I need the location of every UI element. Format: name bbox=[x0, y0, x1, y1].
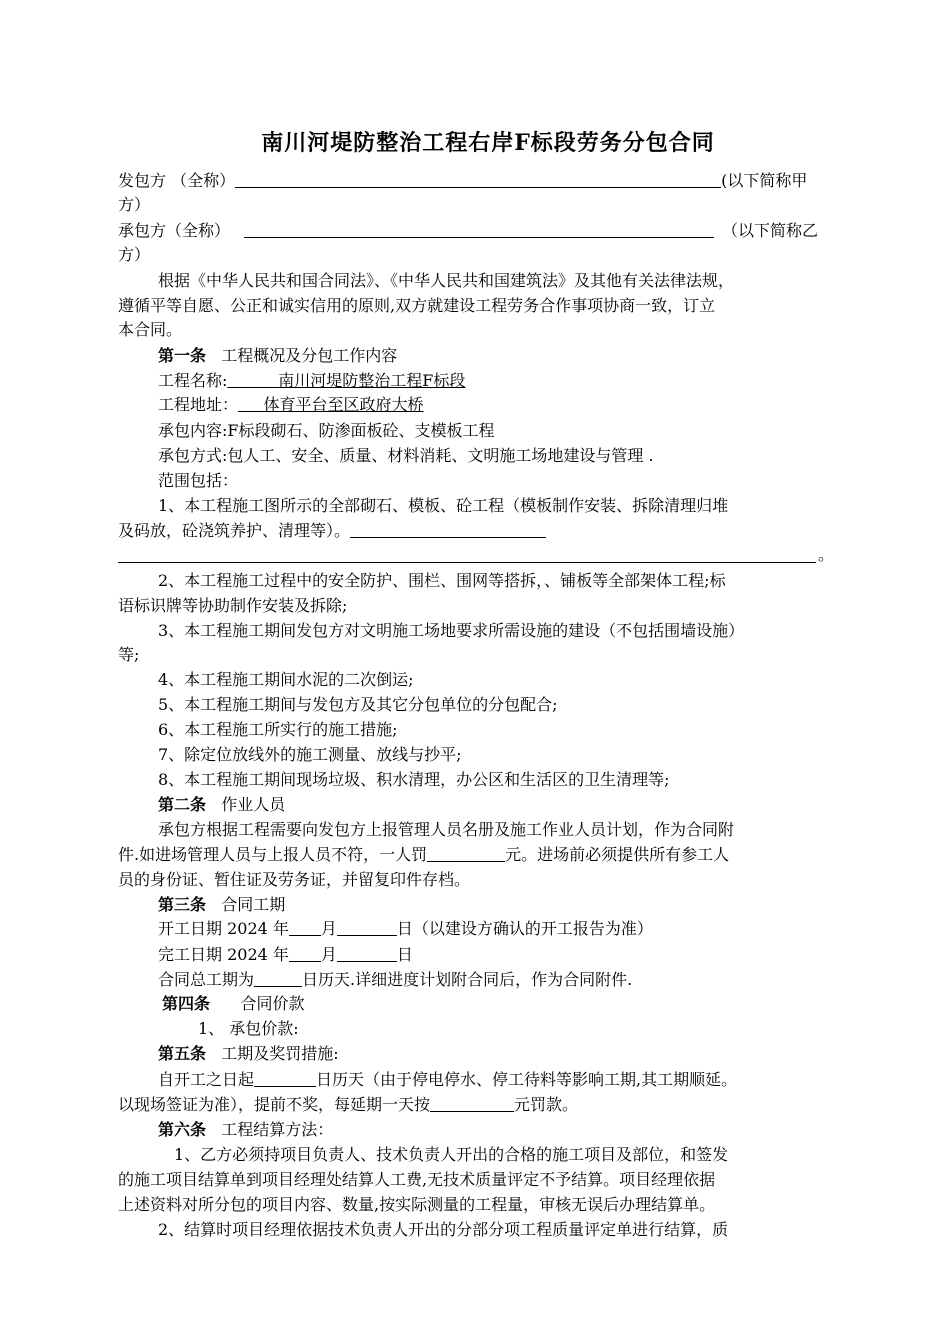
calendar-days-blank bbox=[254, 1068, 316, 1087]
scope-item-5: 5、本工程施工期间与发包方及其它分包单位的分包配合; bbox=[158, 695, 558, 714]
party-b-suffix: （以下简称乙 bbox=[722, 221, 819, 240]
party-a-suffix: (以下简称甲 bbox=[721, 171, 808, 190]
scope-item-1b-line bbox=[118, 519, 546, 543]
project-address-value bbox=[238, 395, 423, 414]
project-name-text: 南川河堤防整治工程F标段 bbox=[278, 371, 466, 390]
project-address-line bbox=[158, 393, 423, 417]
article-5-p1 bbox=[158, 1068, 737, 1092]
article-5-p2a: 以现场签证为准），提前不奖，每延期一天按 bbox=[118, 1095, 431, 1114]
article-1-title: 工程概况及分包工作内容 bbox=[221, 346, 398, 365]
start-month-blank bbox=[289, 917, 321, 936]
project-address-text: 体育平台至区政府大桥 bbox=[263, 395, 424, 414]
scope-item-1-end: 。 bbox=[818, 545, 835, 564]
start-date-line bbox=[158, 917, 653, 941]
article-2-heading bbox=[158, 793, 285, 817]
project-address-label: 工程地址： bbox=[158, 395, 239, 414]
start-day-label: 日（以建设方确认的开工报告为准） bbox=[396, 919, 653, 938]
total-duration-label: 合同总工期为 bbox=[158, 970, 255, 989]
end-month-blank bbox=[289, 943, 321, 962]
end-month-label: 月 bbox=[320, 945, 337, 964]
intro-line-3: 本合同。 bbox=[118, 320, 183, 339]
penalty-amount-blank bbox=[427, 843, 505, 862]
start-month-label: 月 bbox=[320, 919, 337, 938]
article-5-p2 bbox=[118, 1093, 578, 1117]
total-duration-line bbox=[158, 968, 632, 992]
article-2-title: 作业人员 bbox=[221, 795, 286, 814]
end-date-year: 完工日期 2024 年 bbox=[158, 945, 289, 964]
article-4-heading bbox=[162, 992, 305, 1016]
article-3-heading bbox=[158, 893, 285, 917]
article-4-title: 合同价款 bbox=[240, 994, 305, 1013]
article-5-title: 工期及奖罚措施: bbox=[221, 1044, 339, 1063]
article-6-number: 第六条 bbox=[158, 1120, 207, 1139]
document-title: 南川河堤防整治工程右岸F标段劳务分包合同 bbox=[261, 130, 715, 156]
article-5-heading bbox=[158, 1042, 339, 1066]
scope-item-1-full-blank bbox=[118, 562, 816, 563]
article-2-p1: 承包方根据工程需要向发包方上报管理人员名册及施工作业人员计划，作为合同附 bbox=[158, 820, 735, 839]
party-b-line bbox=[118, 219, 818, 243]
scope-label: 范围包括： bbox=[158, 471, 239, 490]
article-2-number: 第二条 bbox=[158, 795, 207, 814]
project-name-label: 工程名称: bbox=[158, 371, 228, 390]
contract-content: 承包内容:F标段砌石、防渗面板砼、支模板工程 bbox=[158, 421, 495, 440]
scope-item-2b: 语标识牌等协助制作安装及拆除; bbox=[118, 596, 348, 615]
total-days-blank bbox=[254, 968, 302, 987]
contract-method: 承包方式:包人工、安全、质量、材料消耗、文明施工场地建设与管理 . bbox=[158, 446, 654, 465]
article-1-heading bbox=[158, 344, 397, 368]
scope-item-3b: 等; bbox=[118, 645, 140, 664]
scope-item-1-blank bbox=[350, 519, 546, 538]
article-2-p2 bbox=[118, 843, 729, 867]
party-b-label: 承包方（全称） bbox=[118, 221, 231, 240]
scope-item-4: 4、本工程施工期间水泥的二次倒运; bbox=[158, 670, 414, 689]
article-6-item-1c: 上述资料对所分包的项目内容、数量,按实际测量的工程量，审核无误后办理结算单。 bbox=[118, 1195, 716, 1214]
scope-item-7: 7、除定位放线外的施工测量、放线与抄平; bbox=[158, 745, 462, 764]
article-1-number: 第一条 bbox=[158, 346, 207, 365]
scope-item-1a: 1、本工程施工图所示的全部砌石、模板、砼工程（模板制作安装、拆除清理归堆 bbox=[158, 496, 729, 515]
article-6-item-1a: 1、乙方必须持项目负责人、技术负责人开出的合格的施工项目及部位，和签发 bbox=[174, 1145, 729, 1164]
article-6-item-2a: 2、结算时项目经理依据技术负责人开出的分部分项工程质量评定单进行结算，质 bbox=[158, 1220, 729, 1239]
scope-item-1b: 及码放，砼浇筑养护、清理等）。 bbox=[118, 521, 351, 540]
party-a-wrap: 方） bbox=[118, 195, 151, 214]
article-6-title: 工程结算方法： bbox=[221, 1120, 334, 1139]
scope-item-8: 8、本工程施工期间现场垃圾、积水清理，办公区和生活区的卫生清理等; bbox=[158, 770, 670, 789]
article-2-p2a: 件.如进场管理人员与上报人员不符，一人罚 bbox=[118, 845, 428, 864]
project-name-line bbox=[158, 369, 465, 393]
end-date-line bbox=[158, 943, 413, 967]
project-name-value bbox=[227, 371, 465, 390]
article-6-heading bbox=[158, 1118, 333, 1142]
start-date-year: 开工日期 2024 年 bbox=[158, 919, 289, 938]
article-3-title: 合同工期 bbox=[221, 895, 286, 914]
scope-item-3a: 3、本工程施工期间发包方对文明施工场地要求所需设施的建设（不包括围墙设施） bbox=[158, 621, 745, 640]
article-5-number: 第五条 bbox=[158, 1044, 207, 1063]
total-duration-text: 日历天.详细进度计划附合同后，作为合同附件. bbox=[302, 970, 633, 989]
intro-line-2: 遵循平等自愿、公正和诚实信用的原则,双方就建设工程劳务合作事项协商一致，订立 bbox=[118, 296, 716, 315]
article-2-p2b: 元。进场前必须提供所有参工人 bbox=[505, 845, 730, 864]
article-4-number: 第四条 bbox=[162, 994, 211, 1013]
scope-item-6: 6、本工程施工所实行的施工措施; bbox=[158, 720, 398, 739]
end-day-blank bbox=[337, 943, 397, 962]
scope-item-2a: 2、本工程施工过程中的安全防护、围栏、围网等搭拆，、铺板等全部架体工程;标 bbox=[158, 571, 726, 590]
party-b-name-blank bbox=[244, 219, 714, 238]
party-a-line bbox=[118, 169, 807, 193]
daily-fine-blank bbox=[430, 1093, 514, 1112]
party-b-wrap: 方） bbox=[118, 245, 151, 264]
start-day-blank bbox=[337, 917, 397, 936]
intro-line-1: 根据《中华人民共和国合同法》、《中华人民共和国建筑法》及其他有关法律法规， bbox=[158, 271, 735, 290]
party-a-name-blank bbox=[235, 169, 721, 188]
article-5-p1a: 自开工之日起 bbox=[158, 1070, 255, 1089]
article-5-p2b: 元罚款。 bbox=[514, 1095, 579, 1114]
article-2-p3: 员的身份证、暂住证及劳务证，并留复印件存档。 bbox=[118, 870, 471, 889]
article-6-item-1b: 的施工项目结算单到项目经理处结算人工费,无技术质量评定不予结算。项目经理依据 bbox=[118, 1170, 716, 1189]
party-a-label: 发包方 （全称） bbox=[118, 171, 236, 190]
end-day-label: 日 bbox=[396, 945, 413, 964]
article-4-item-1: 1、 承包价款: bbox=[198, 1019, 299, 1038]
article-3-number: 第三条 bbox=[158, 895, 207, 914]
article-5-p1b: 日历天（由于停电停水、停工待料等影响工期,其工期顺延。 bbox=[316, 1070, 738, 1089]
